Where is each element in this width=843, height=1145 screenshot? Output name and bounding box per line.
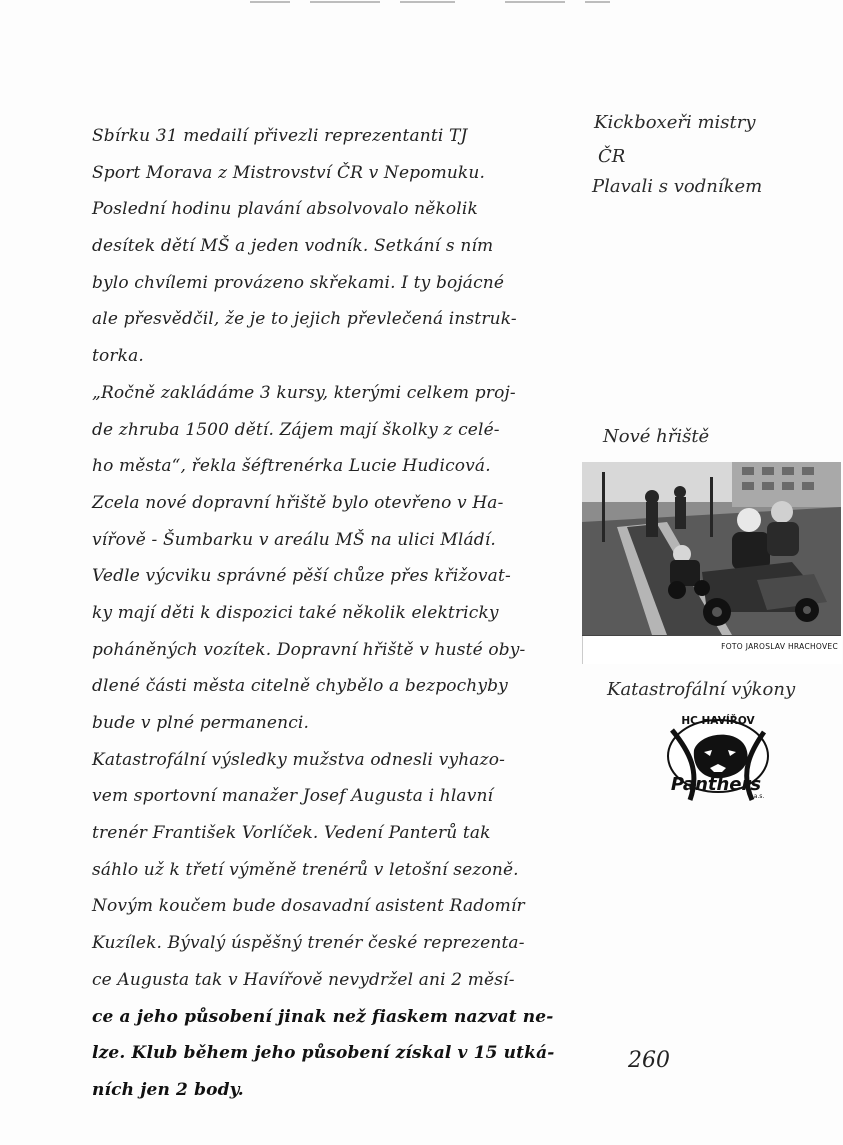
text-line: „Ročně zakládáme 3 kursy, kterými celkem proj- [92, 382, 516, 403]
text-line: ce a jeho působení jinak než fiaskem nazvat ne- [92, 1006, 554, 1027]
text-line: sáhlo už k třetí výměně trenérů v letošní sezoně. [92, 859, 519, 880]
margin-note-swimming: Plavali s vodníkem [592, 176, 763, 197]
text-line: ale přesvědčil, že je to jejich převlečená instruk- [92, 309, 517, 330]
scan-edge-marks [250, 0, 610, 6]
margin-note-kickboxers: Kickboxeři mistry [594, 112, 756, 133]
text-line: bylo chvílemi provázeno skřekami. I ty bojácné [92, 272, 505, 293]
text-line: ních jen 2 body. [92, 1079, 244, 1100]
text-line: vířově - Šumbarku v areálu MŠ na ulici Mládí. [92, 529, 496, 550]
text-line: Poslední hodinu plavání absolvovalo několik [92, 199, 478, 220]
text-line: Novým koučem bude dosavadní asistent Radomír [92, 896, 525, 917]
margin-note-cr: ČR [598, 146, 626, 167]
margin-note-performance: Katastrofální výkony [607, 679, 796, 700]
text-line: Vedle výcviku správné pěší chůze přes křižovat- [92, 566, 511, 587]
text-line: de zhruba 1500 dětí. Zájem mají školky z celé- [92, 419, 500, 440]
hc-havirov-panthers-logo [660, 712, 775, 802]
photo-caption-strip [582, 636, 842, 664]
photo-credit: FOTO JAROSLAV HRACHOVEC [721, 642, 838, 651]
text-line: trenér František Vorlíček. Vedení Panterů tak [92, 823, 491, 844]
playground-photo [582, 462, 841, 636]
text-line: ky mají děti k dispozici také několik elektricky [92, 602, 499, 623]
text-line: ce Augusta tak v Havířově nevydržel ani 2 měsí- [92, 969, 515, 990]
text-line: poháněných vozítek. Dopravní hřiště v husté oby- [92, 639, 526, 660]
logo-name: Panthers [670, 774, 762, 795]
chronicle-entry-text [92, 118, 582, 1109]
text-line: torka. [92, 346, 144, 367]
text-line: desítek dětí MŠ a jeden vodník. Setkání s ním [92, 236, 494, 257]
text-line: lze. Klub během jeho působení získal v 15 utká- [92, 1043, 555, 1064]
text-line: ho města“, řekla šéftrenérka Lucie Hudicová. [92, 456, 491, 477]
text-line: Zcela nové dopravní hřiště bylo otevřeno v Ha- [92, 492, 504, 513]
logo-suffix: a.s. [753, 793, 765, 800]
text-line: Katastrofální výsledky mužstva odnesli vyhazo- [92, 749, 505, 770]
text-line: vem sportovní manažer Josef Augusta i hlavní [92, 786, 494, 807]
text-line: dlené části města citelně chybělo a bezpochyby [92, 676, 508, 697]
page-number: 260 [628, 1048, 670, 1073]
text-line: bude v plné permanenci. [92, 713, 310, 733]
text-line: Sbírku 31 medailí přivezli reprezentanti TJ [92, 126, 468, 146]
logo-top-text: HC HAVÍŘOV [681, 715, 755, 727]
text-line: Kuzílek. Bývalý úspěšný trenér české reprezenta- [92, 933, 525, 954]
margin-note-playground: Nové hřiště [603, 426, 710, 447]
text-line: Sport Morava z Mistrovství ČR v Nepomuku. [92, 162, 486, 183]
